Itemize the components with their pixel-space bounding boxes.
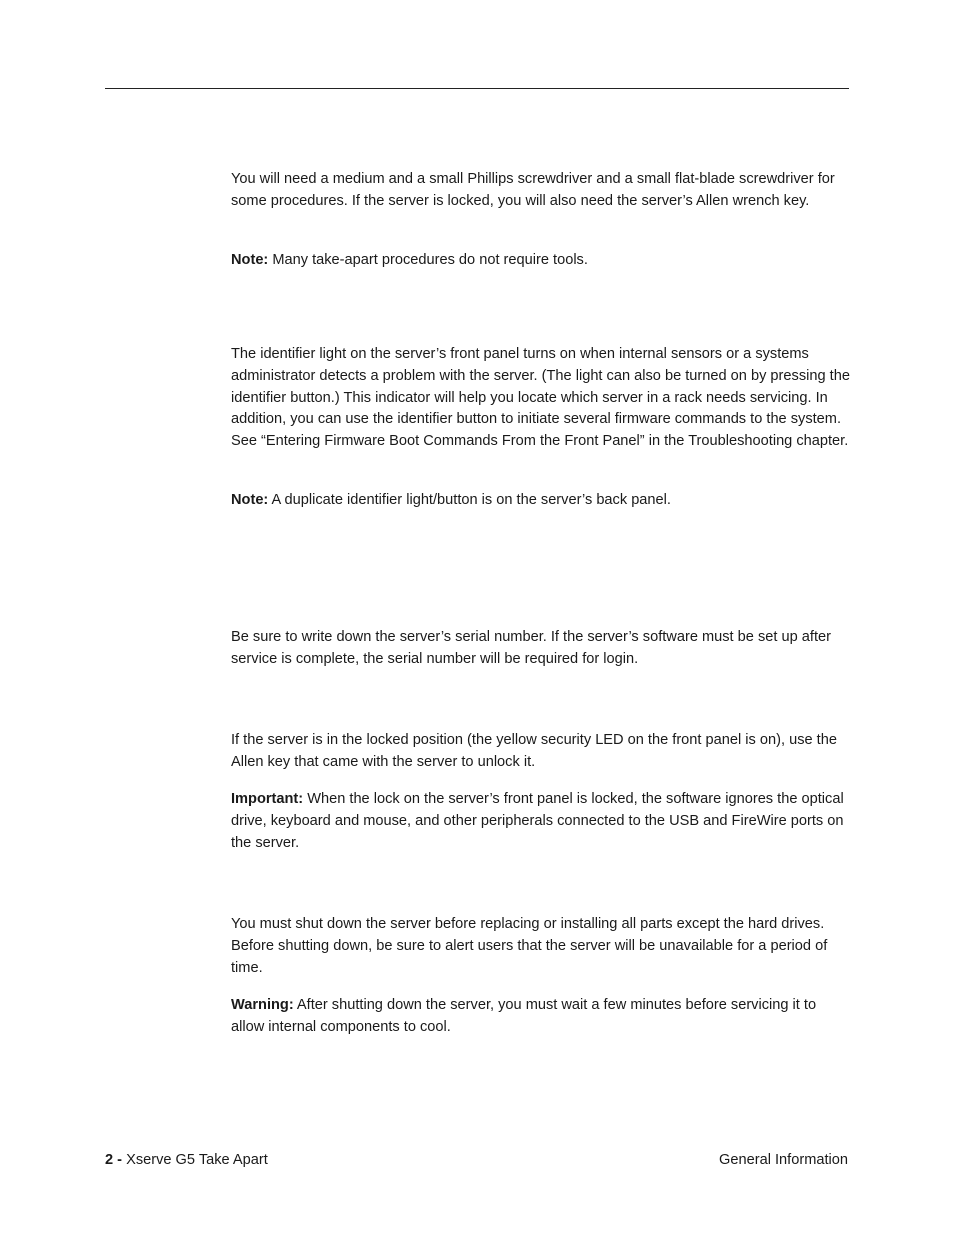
- warning-text: After shutting down the server, you must wait a few minutes before servicing it to allow internal components to cool.: [231, 997, 817, 1035]
- important-label: Important:: [231, 791, 304, 807]
- document-title: Xserve G5 Take Apart: [122, 1152, 268, 1168]
- shutdown-warning: [231, 995, 851, 1039]
- identifier-paragraph: The identifier light on the server’s front panel turns on when internal sensors or a systems administrator detects a problem with the server. (The light can also be turned on by pressing the identifier button.) This indicator will help you locate which server in a rack needs servicing. In addition, you can use the identifier button to initiate several firmware commands to the system. See “Entering Firmware Boot Commands From the Front Panel” in the Troubleshooting chapter.: [231, 346, 850, 450]
- lock-important: [231, 789, 851, 854]
- header-rule: [105, 88, 849, 89]
- tools-paragraph: You will need a medium and a small Phillips screwdriver and a small flat-blade screwdriver for some procedures. If the server is locked, you will also need the server’s Allen wrench key.: [231, 171, 835, 209]
- footer-left: [105, 1150, 268, 1170]
- footer-section: General Information: [719, 1152, 848, 1168]
- tools-note: [231, 250, 851, 272]
- page-number: 2 -: [105, 1152, 123, 1168]
- shutdown-paragraph: You must shut down the server before replacing or installing all parts except the hard drives. Before shutting down, be sure to alert users that the server will be unavailable for a period of time.: [231, 916, 828, 976]
- note-label: Note:: [231, 252, 269, 268]
- lock-paragraph: If the server is in the locked position (the yellow security LED on the front panel is on), use the Allen key that came with the server to unlock it.: [231, 732, 837, 770]
- identifier-note: [231, 490, 851, 512]
- important-text: When the lock on the server’s front panel is locked, the software ignores the optical drive, keyboard and mouse, and other peripherals connected to the USB and FireWire ports on the server.: [231, 791, 844, 851]
- warning-label: Warning:: [231, 997, 294, 1013]
- note-label: Note:: [231, 492, 269, 508]
- serial-paragraph: Be sure to write down the server’s serial number. If the server’s software must be set up after service is complete, the serial number will be required for login.: [231, 629, 831, 667]
- note-text: A duplicate identifier light/button is on the server’s back panel.: [268, 492, 671, 508]
- note-text: Many take-apart procedures do not require tools.: [268, 252, 588, 268]
